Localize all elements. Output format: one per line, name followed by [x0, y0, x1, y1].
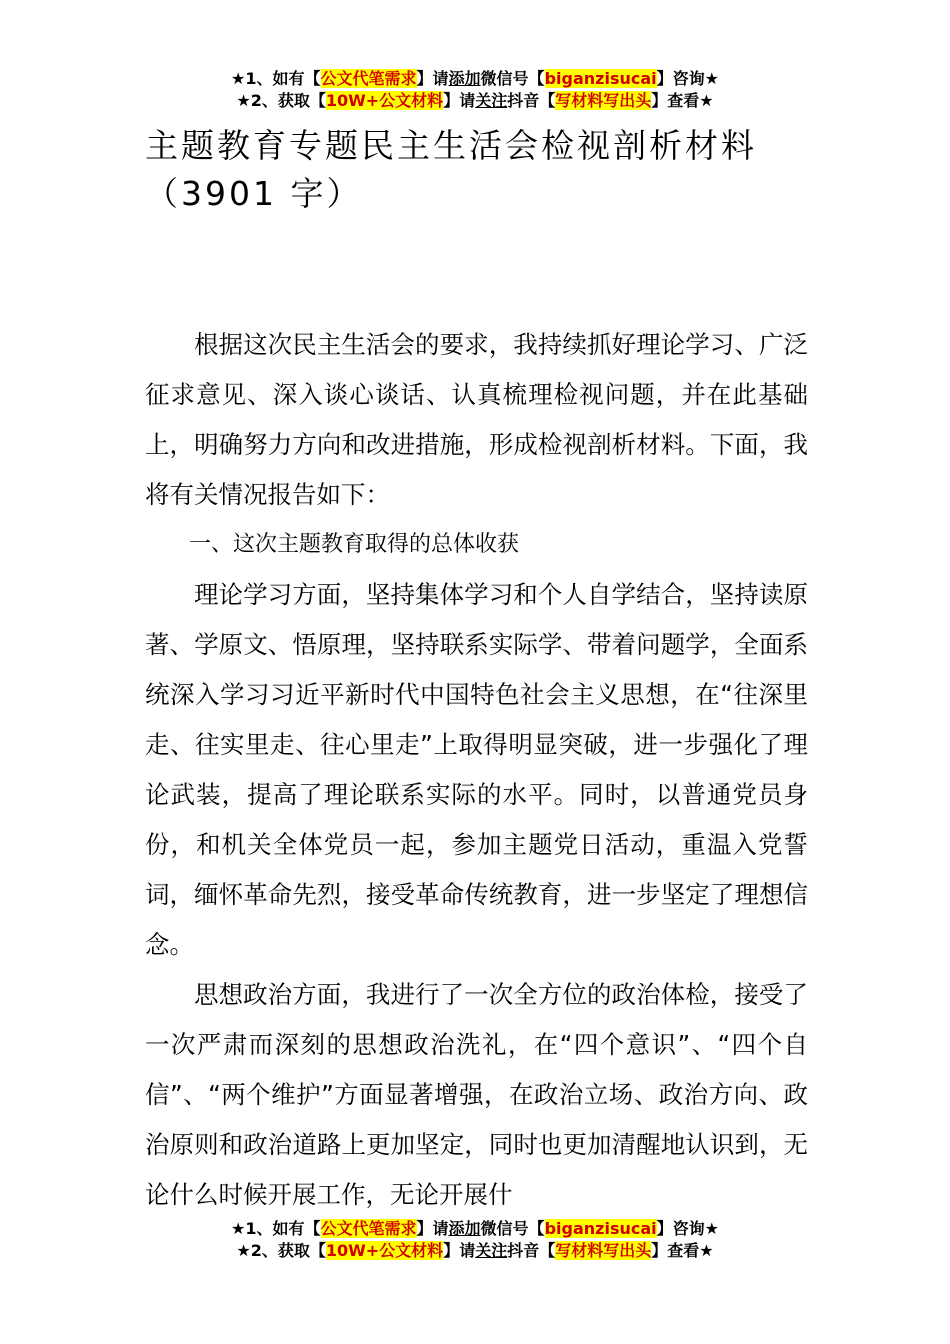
promo-line-2 [0, 1240, 950, 1262]
promo-text: 】请 [416, 1219, 449, 1238]
document-title-main: 主题教育专题民主生活会检视剖析材料 [145, 126, 757, 165]
promo-highlight: biganzisucai [544, 69, 657, 88]
promo-text: ★2、获取【 [236, 91, 326, 110]
promo-text: ★1、如有【 [231, 1219, 321, 1238]
promo-text: 】咨询★ [656, 69, 719, 88]
promo-underlined-text: 关注 [475, 91, 508, 110]
promo-line-2 [0, 90, 950, 112]
promo-text: 】请 [443, 91, 476, 110]
section-heading: 一、这次主题教育取得的总体收获 [189, 532, 520, 557]
promo-line-1 [0, 68, 950, 90]
document-body [145, 320, 808, 1220]
promo-highlight: biganzisucai [544, 1219, 657, 1238]
promo-banner-top [0, 68, 950, 112]
promo-highlight: 10W+公文材料 [325, 1241, 444, 1260]
promo-banner-bottom [0, 1218, 950, 1262]
paragraph-intro: 根据这次民主生活会的要求，我持续抓好理论学习、广泛征求意见、深入谈心谈话、认真梳理检视问题，并在此基础上，明确努力方向和改进措施，形成检视剖析材料。下面，我将有关情况报告如下： [145, 330, 808, 509]
promo-highlight: 写材料写出头 [555, 91, 652, 110]
promo-text: 】请 [443, 1241, 476, 1260]
promo-text: 微信号【 [480, 1219, 545, 1238]
promo-line-1 [0, 1218, 950, 1240]
promo-underlined-text: 添加 [448, 69, 481, 88]
promo-text: 抖音【 [507, 1241, 556, 1260]
promo-highlight: 写材料写出头 [555, 1241, 652, 1260]
document-title [145, 122, 825, 218]
paragraph-political-thought: 思想政治方面，我进行了一次全方位的政治体检，接受了一次严肃而深刻的思想政治洗礼，在“四个意识”、“四个自信”、“两个维护”方面显著增强，在政治立场、政治方向、政治原则和政治道路上更加坚定，同时也更加清醒地认识到，无论什么时候开展工作，无论开展什 [145, 980, 808, 1209]
promo-text: ★2、获取【 [236, 1241, 326, 1260]
promo-text: 抖音【 [507, 91, 556, 110]
promo-underlined-text: 关注 [475, 1241, 508, 1260]
promo-highlight: 10W+公文材料 [325, 91, 444, 110]
promo-highlight: 公文代笔需求 [320, 1219, 417, 1238]
document-title-wordcount: （3901 字） [145, 174, 363, 213]
promo-text: 】咨询★ [656, 1219, 719, 1238]
promo-text: 微信号【 [480, 69, 545, 88]
promo-text: 】请 [416, 69, 449, 88]
promo-text: 】查看★ [651, 1241, 714, 1260]
paragraph-theory-study: 理论学习方面，坚持集体学习和个人自学结合，坚持读原著、学原文、悟原理，坚持联系实际学、带着问题学，全面系统深入学习习近平新时代中国特色社会主义思想，在“往深里走、往实里走、往心里走”上取得明显突破，进一步强化了理论武装，提高了理论联系实际的水平。同时，以普通党员身份，和机关全体党员一起，参加主题党日活动，重温入党誓词，缅怀革命先烈，接受革命传统教育，进一步坚定了理想信念。 [145, 580, 808, 959]
promo-text: ★1、如有【 [231, 69, 321, 88]
promo-highlight: 公文代笔需求 [320, 69, 417, 88]
promo-underlined-text: 添加 [448, 1219, 481, 1238]
promo-text: 】查看★ [651, 91, 714, 110]
